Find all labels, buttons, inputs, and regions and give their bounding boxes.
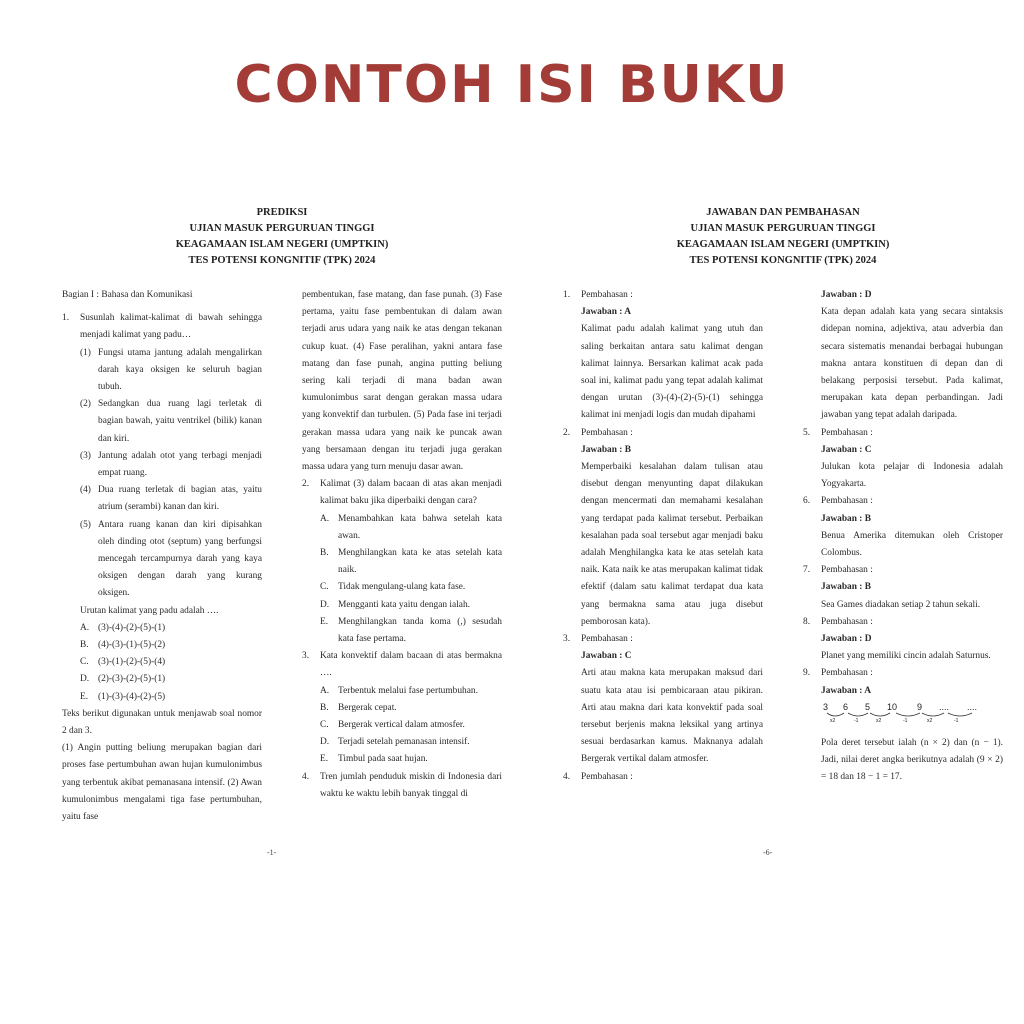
question-page xyxy=(62,205,502,855)
explanation: Kalimat padu adalah kalimat yang utuh dan saling berkaitan antara satu kalimat dengan kalimat lainnya. Bersarkan kalimat acak pada soal ini, kalimat padu yang tepat adalah kalimat dengan urutan (3)-(4)-(2)-(5)-(1) sehingga kalimat ini menjadi logis dan mudah dipahami xyxy=(581,324,763,421)
sequence-svg xyxy=(821,700,1001,728)
sequence-op: x2 xyxy=(876,717,882,724)
number-sequence-diagram xyxy=(803,700,1003,735)
sequence-op: x2 xyxy=(927,717,933,724)
list-item: (5) Antara ruang kanan dan kiri dipisahkan oleh dinding otot (septum) yang berfungsi mencegah tercampurnya darah yang kaya oksigen dengan darah yang kurang oksigen. xyxy=(80,519,262,599)
sequence-arc xyxy=(896,713,920,716)
answer-option: B. Bergerak cepat. xyxy=(320,702,397,713)
answer-option: A. Terbentuk melalui fase pertumbuhan. xyxy=(320,685,478,696)
question-4: 4. Tren jumlah penduduk miskin di Indonesia dari waktu ke waktu lebih banyak tinggal di xyxy=(302,771,502,799)
explanation: Kata depan adalah kata yang secara sintaksis didepan nomina, adjektiva, atau adverbia dan secara sistematis menandai berbagai hubungan makna antara konstituen di depan dan di belakang perposisi tersebut. Pada kalimat, merupakan kata depan perbandingan. Jadi jawaban yang tepat adalah daripada. xyxy=(821,307,1003,421)
answer-2: 2. Pembahasan : xyxy=(563,427,633,438)
sequence-op: -1 xyxy=(954,717,959,724)
answer-key: Jawaban : A xyxy=(581,307,632,318)
answer-key: Jawaban : D xyxy=(821,634,872,645)
explanation: Arti atau makna kata merupakan maksud dari suatu kata atau isi pembicaraan atau pikiran. Arti atau makna dari kata konvektif pada soal tersebut berjenis makna leksikal yang artinya sesuai berdasarkan kamus. Maknanya adalah Bergerak vertikal dalam atmosfer. xyxy=(581,668,763,765)
list-item: (4) Dua ruang terletak di bagian atas, yaitu atrium (serambi) kanan dan kiri. xyxy=(80,485,262,513)
reading-passage: (1) Angin putting beliung merupakan bagian dari proses fase pertumbuhan awan hujan kumulonimbus yang terbentuk akibat pemanasana intensif. (2) Awan kumulonimbus mengalami tiga fase pertumbuhan, yaitu fase xyxy=(62,743,262,823)
answer-key: Jawaban : D xyxy=(821,290,872,300)
sequence-arc xyxy=(922,713,944,716)
explanation: Planet yang memiliki cincin adalah Saturnus. xyxy=(821,651,991,662)
sequence-term: .... xyxy=(939,701,950,712)
answer-3: 3. Pembahasan : xyxy=(563,634,633,645)
sequence-op: -1 xyxy=(854,717,859,724)
answer-option: D. Mengganti kata yaitu dengan ialah. xyxy=(320,599,470,610)
sequence-arc xyxy=(870,713,890,716)
explanation: Pola deret tersebut ialah (n × 2) dan (n − 1). Jadi, nilai deret angka berikutnya adalah (9 × 2) = 18 dan 18 − 1 = 17. xyxy=(821,738,1003,783)
question-2: 2. Kalimat (3) dalam bacaan di atas akan menjadi kalimat baku jika diperbaiki dengan cara? xyxy=(302,479,502,507)
answer-option: C. (3)-(1)-(2)-(5)-(4) xyxy=(80,657,166,668)
explanation: Benua Amerika ditemukan oleh Cristoper Colombus. xyxy=(821,530,1003,559)
left-column xyxy=(563,287,763,787)
page-number: -6- xyxy=(763,848,773,857)
reading-passage-cont: pembentukan, fase matang, dan fase punah. (3) Fase pertama, yaitu fase pembentukan di dalam awan terjadi arus udara yang naik ke atas dengan tekanan cukup kuat. (4) Fase peralihan, yakni antara fase matang dan fase punah, angina putting beliung sering kali terjadi di mana badan awan kumulonimbus sarat dengan gerakan massa udara yang konvektif dan turbulen. (5) Pada fase ini terjadi gerakan massa udara yang naik ke puncak awan yang bersamaan dengan itu terjadi juga gerakan massa udara yang turn menuju dasar awan. xyxy=(302,290,502,473)
answer-1: 1. Pembahasan : xyxy=(563,290,633,300)
sequence-term: .... xyxy=(967,701,978,712)
answer-page xyxy=(563,205,1003,855)
answer-9: 9. Pembahasan : xyxy=(803,668,873,679)
answer-option: E. Menghilangkan tanda koma (,) sesudah kata fase pertama. xyxy=(320,616,502,645)
answer-option: A. Menambahkan kata bahwa setelah kata awan. xyxy=(320,513,502,541)
sequence-op: x2 xyxy=(830,717,836,724)
explanation: Memperbaiki kesalahan dalam tulisan atau disebut dengan menyunting dapat dilakukan dengan mencermati dan memahami kesalahan yang terdapat pada kalimat tersebut. Perbaikan kesalahan pada soal tersebut agar menjadi baku adalah Menghilangka kata ke atas setelah kata naik. Kata naik ke atas merupakan kalimat tidak efektif (dalam satu kalimat terdapat dua kata yang bermakna sama atau juga disebut pemborosan kata). xyxy=(581,462,763,627)
answer-option: A. (3)-(4)-(2)-(5)-(1) xyxy=(80,622,166,633)
list-item: (2) Sedangkan dua ruang lagi terletak di bagian bawah, yaitu ventrikel (bilik) kanan dan kiri. xyxy=(80,399,262,444)
sequence-term: 3 xyxy=(823,701,829,712)
sequence-term: 5 xyxy=(865,701,871,712)
answer-key: Jawaban : B xyxy=(581,444,632,455)
right-column xyxy=(302,287,502,826)
answer-option: D. Terjadi setelah pemanasan intensif. xyxy=(320,737,470,748)
list-item: (1) Fungsi utama jantung adalah mengalirkan darah kaya oksigen ke seluruh bagian tubuh. xyxy=(80,347,262,393)
answer-6: 6. Pembahasan : xyxy=(803,496,873,507)
answer-8: 8. Pembahasan : xyxy=(803,616,873,627)
answer-7: 7. Pembahasan : xyxy=(803,565,873,576)
question-prompt: Urutan kalimat yang padu adalah …. xyxy=(80,605,219,616)
explanation: Sea Games diadakan setiap 2 tahun sekali. xyxy=(821,599,981,610)
answer-option: B. (4)-(3)-(1)-(5)-(2) xyxy=(80,640,166,651)
answer-option: C. Bergerak vertical dalam atmosfer. xyxy=(320,720,465,731)
answer-option: E. Timbul pada saat hujan. xyxy=(320,754,428,765)
explanation: Julukan kota pelajar di Indonesia adalah Yogyakarta. xyxy=(821,462,1003,490)
right-column xyxy=(803,287,1003,787)
list-item: (3) Jantung adalah otot yang terbagi menjadi empat ruang. xyxy=(80,450,262,479)
page-header: PREDIKSI UJIAN MASUK PERGURUAN TINGGI KEAGAMAAN ISLAM NEGERI (UMPTKIN) TES POTENSI KONGNITIF (TPK) 2024 xyxy=(175,207,389,266)
question-3: 3. Kata konvektif dalam bacaan di atas bermakna …. xyxy=(302,651,502,679)
sequence-arc xyxy=(848,713,868,716)
question-1: 1. Susunlah kalimat-kalimat di bawah sehingga menjadi kalimat yang padu… xyxy=(62,313,262,341)
sequence-term: 9 xyxy=(917,701,923,712)
answer-key: Jawaban : B xyxy=(821,582,872,593)
answer-option: B. Menghilangkan kata ke atas setelah kata naik. xyxy=(320,548,502,576)
sequence-op: -1 xyxy=(903,717,908,724)
answer-option: D. (2)-(3)-(2)-(5)-(1) xyxy=(80,674,166,685)
answer-option: E. (1)-(3)-(4)-(2)-(5) xyxy=(80,691,166,702)
answer-5: 5. Pembahasan : xyxy=(803,427,873,438)
sequence-term: 6 xyxy=(843,701,849,712)
section-title: Bagian I : Bahasa dan Komunikasi xyxy=(62,290,193,300)
answer-key: Jawaban : A xyxy=(821,685,872,696)
reading-intro: Teks berikut digunakan untuk menjawab soal nomor 2 dan 3. xyxy=(62,708,262,737)
answer-key: Jawaban : C xyxy=(581,651,632,662)
page-header: JAWABAN DAN PEMBAHASAN UJIAN MASUK PERGURUAN TINGGI KEAGAMAAN ISLAM NEGERI (UMPTKIN) TES POTENSI KONGNITIF (TPK) 2024 xyxy=(676,207,890,266)
sequence-term: 10 xyxy=(887,701,898,712)
sequence-arc xyxy=(948,713,972,716)
answer-key: Jawaban : C xyxy=(821,444,872,455)
answer-4: 4. Pembahasan : xyxy=(563,771,633,782)
sequence-arc xyxy=(827,713,844,716)
page-number: -1- xyxy=(267,848,277,857)
left-column xyxy=(62,287,262,826)
answer-option: C. Tidak mengulang-ulang kata fase. xyxy=(320,582,466,593)
banner-title: CONTOH ISI BUKU xyxy=(234,55,790,115)
answer-key: Jawaban : B xyxy=(821,513,872,524)
